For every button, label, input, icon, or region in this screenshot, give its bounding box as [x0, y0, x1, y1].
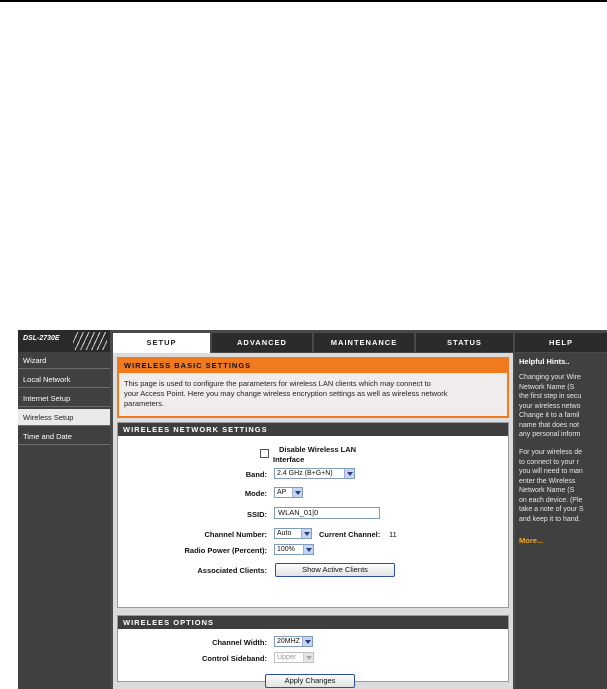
- channel-value: Auto: [277, 530, 292, 537]
- radio-power-value: 100%: [277, 546, 295, 553]
- band-label: Band:: [245, 470, 267, 479]
- channel-select[interactable]: [274, 528, 312, 539]
- network-settings-panel: [117, 422, 509, 608]
- chevron-down-icon: [303, 653, 313, 662]
- basic-settings-heading: WIRELESS BASIC SETTINGS: [119, 359, 507, 373]
- tab-help[interactable]: HELP: [515, 333, 607, 352]
- control-sideband-value: Upper: [277, 654, 297, 661]
- tab-maintenance[interactable]: MAINTENANCE: [314, 333, 414, 352]
- disable-wlan-checkbox[interactable]: [260, 449, 269, 458]
- description-line-1: This page is used to configure the parameters for wireless LAN clients which may connect to: [124, 379, 431, 388]
- basic-settings-box: [117, 357, 509, 418]
- tab-status[interactable]: STATUS: [416, 333, 513, 352]
- disable-wlan-label: [273, 445, 357, 465]
- radio-power-label: Radio Power (Percent):: [184, 546, 267, 555]
- channel-width-select[interactable]: [274, 636, 313, 647]
- current-channel-label: Current Channel:: [319, 530, 381, 539]
- sidebar-item-wizard[interactable]: Wizard: [18, 352, 110, 369]
- band-value: 2.4 GHz (B+G+N): [277, 470, 333, 477]
- channel-width-label: Channel Width:: [212, 638, 267, 647]
- description-line-2: your Access Point. Here you may change wireless encryption settings as well as wireless network: [124, 389, 448, 398]
- chevron-down-icon: [302, 637, 312, 646]
- router-ui: [18, 330, 607, 689]
- disable-wlan-label-line-1: Disable Wireless LAN: [279, 445, 357, 454]
- ssid-input[interactable]: WLAN_01|0: [274, 507, 380, 519]
- tab-setup[interactable]: SETUP: [113, 333, 210, 353]
- disable-wlan-label-line-2: Interface: [273, 455, 305, 464]
- wireless-options-panel: [117, 615, 509, 682]
- help-paragraph-1: Changing your Wire Network Name (S the first step in secu your wireless netwo Change it to a famil name that does not any personal inform: [519, 374, 582, 438]
- help-title: Helpful Hints..: [519, 357, 570, 366]
- control-sideband-select[interactable]: [274, 652, 314, 663]
- chevron-down-icon: [303, 545, 313, 554]
- brand-logo: [18, 330, 110, 352]
- control-sideband-label: Control Sideband:: [202, 654, 267, 663]
- chevron-down-icon: [344, 469, 354, 478]
- tab-advanced[interactable]: ADVANCED: [212, 333, 312, 352]
- mode-value: AP: [277, 489, 287, 496]
- sidebar-item-time-and-date[interactable]: Time and Date: [18, 428, 110, 445]
- network-settings-heading: WIRELEES NETWORK SETTINGS: [118, 423, 508, 436]
- model-name: DSL-2730E: [23, 335, 60, 342]
- channel-number-label: Channel Number:: [204, 530, 267, 539]
- chevron-down-icon: [301, 529, 311, 538]
- brand-slash-icon: [73, 332, 107, 350]
- wireless-options-heading: WIRELEES OPTIONS: [118, 616, 508, 629]
- mode-label: Mode:: [244, 489, 267, 498]
- ssid-label: SSID:: [246, 510, 267, 519]
- main-content: [113, 353, 513, 689]
- basic-settings-description: [119, 373, 507, 409]
- sidebar-item-internet-setup[interactable]: Internet Setup: [18, 390, 110, 407]
- sidebar-item-wireless-setup[interactable]: Wireless Setup: [18, 409, 110, 426]
- top-rule: [0, 0, 607, 2]
- sidebar-item-local-network[interactable]: Local Network: [18, 371, 110, 388]
- band-select[interactable]: [274, 468, 355, 479]
- mode-select[interactable]: [274, 487, 303, 498]
- chevron-down-icon: [292, 488, 302, 497]
- help-paragraph-2: For your wireless de to connect to your r you will need to man enter the Wireless Network Name (S on each device. (Ple take a note of your S and keep it to hand.: [519, 449, 584, 523]
- current-channel-value: 11: [389, 530, 397, 539]
- apply-changes-button[interactable]: Apply Changes: [265, 674, 355, 688]
- channel-width-value: 20MHZ: [277, 638, 300, 645]
- associated-clients-label: Associated Clients:: [197, 566, 267, 575]
- help-more-link[interactable]: More...: [519, 536, 544, 545]
- radio-power-select[interactable]: [274, 544, 314, 555]
- sidebar: [18, 352, 110, 689]
- help-panel: [515, 353, 607, 689]
- show-active-clients-button[interactable]: Show Active Clients: [275, 563, 395, 577]
- description-line-3: parameters.: [124, 399, 165, 408]
